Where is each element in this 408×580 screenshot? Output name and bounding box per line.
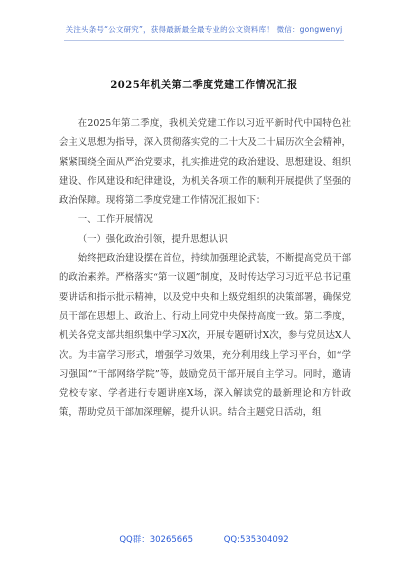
- qq-id-text: QQ:535304092: [223, 535, 289, 545]
- header-banner: 关注头条号“公文研究”，获得最新最全最专业的公文资料库！ 微信：gongwenyj: [65, 25, 343, 34]
- section-heading: 一、工作开展情况: [77, 214, 153, 226]
- qq-group-text: QQ群：30265665: [119, 535, 194, 545]
- header-divider: [64, 40, 344, 41]
- subsection-heading: （一）强化政治引领，提升思想认识: [77, 233, 228, 245]
- intro-paragraph: 在2025年第二季度，我机关党建工作以习近平新时代中国特色社会主义思想为指导，深入贯彻落实党的二十大及二十届历次全会精神，紧紧围绕全面从严治党要求，扎实推进党的政治建设、思想建设、组织建设、作风建设和纪律建设，为机关各项工作的顺利开展提供了坚强的政治保障。现将第二季度党建工作情况汇报如下：: [59, 118, 351, 207]
- footer: [0, 533, 408, 545]
- document-title: 2025年机关第二季度党建工作情况汇报: [110, 80, 298, 91]
- document-body: [59, 114, 351, 423]
- body-paragraph: 始终把政治建设摆在首位，持续加强理论武装，不断提高党员干部的政治素养。严格落实“第一议题”制度，及时传达学习习近平总书记重要讲话和指示批示精神，以及党中央和上级党组织的决策部署，确保党员干部在思想上、政治上、行动上同党中央保持高度一致。第二季度，机关各党支部共组织集中学习X次，开展专题研讨X次，参与党员达X人次。为丰富学习形式，增强学习效果，充分利用线上学习平台，如“学习强国”“干部网络学院”等，鼓励党员干部开展自主学习。同时，邀请党校专家、学者进行专题讲座X场，深入解读党的最新理论和方针政策，帮助党员干部加深理解，提升认识。结合主题党日活动，组: [59, 253, 351, 419]
